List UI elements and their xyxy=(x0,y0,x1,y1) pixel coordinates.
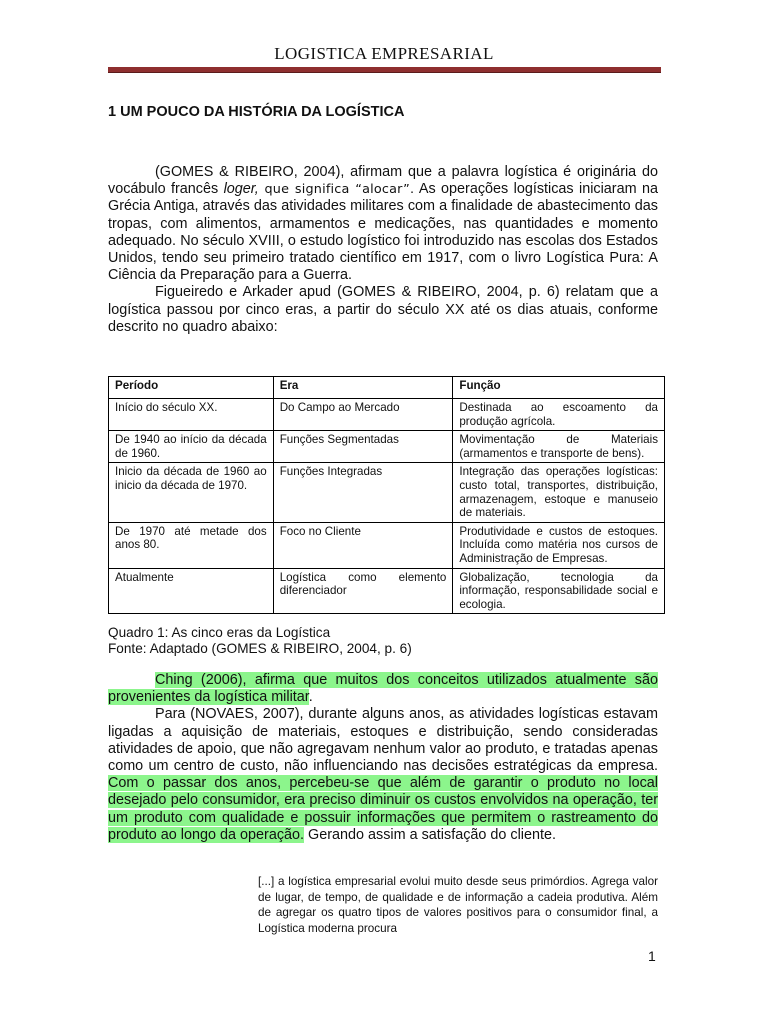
intro-paragraphs xyxy=(108,164,658,336)
caption-source: Fonte: Adaptado (GOMES & RIBEIRO, 2004, p. 6) xyxy=(108,641,412,656)
table-header-row xyxy=(109,377,665,399)
paragraph-4-end: Gerando assim a satisfação do cliente. xyxy=(304,826,557,843)
table-row xyxy=(109,522,665,568)
table-cell: Produtividade e custos de estoques. Incluída como matéria nos cursos de Administração de Empresas. xyxy=(453,522,665,568)
caption-title: Quadro 1: As cinco eras da Logística xyxy=(108,625,331,640)
table-caption xyxy=(108,625,412,657)
table-cell: De 1940 ao início da década de 1960. xyxy=(109,431,274,463)
table-cell: De 1970 até metade dos anos 80. xyxy=(109,522,274,568)
closing-paragraphs xyxy=(108,672,658,844)
table-row xyxy=(109,399,665,431)
table-cell: Destinada ao escoamento da produção agrícola. xyxy=(453,399,665,431)
table-row xyxy=(109,431,665,463)
highlighted-text: Ching (2006), afirma que muitos dos conceitos utilizados atualmente são provenientes da logística militar xyxy=(108,672,658,706)
table-cell: Inicio da década de 1960 ao inicio da década de 1970. xyxy=(109,463,274,522)
paragraph-1-italic: loger, xyxy=(223,181,259,198)
document-header-title: LOGISTICA EMPRESARIAL xyxy=(274,44,494,63)
table-cell: Início do século XX. xyxy=(109,399,274,431)
table-cell: Foco no Cliente xyxy=(273,522,453,568)
table-cell: Integração das operações logísticas: custo total, transportes, distribuição, armazenagem, estoque e manuseio de materiais. xyxy=(453,463,665,522)
paragraph-3 xyxy=(108,672,658,706)
table-row xyxy=(109,463,665,522)
table-cell: Atualmente xyxy=(109,568,274,614)
paragraph-1-text-c: As operações logísticas iniciaram na Grécia Antiga, através das atividades militares com a finalidade de abastecimento das tropas, com alimentos, armamentos e medicações, nas quantidades e momento adequado. No século XVIII, o estudo logístico foi introduzido nas escolas dos Estados Unidos, tendo seu primeiro tratado científico em 1917, com o livro Logística Pura: A Ciência da Preparação para a Guerra. xyxy=(108,181,658,284)
page-number: 1 xyxy=(648,948,656,964)
header-divider xyxy=(108,67,661,73)
table-cell: Logística como elemento diferenciador xyxy=(273,568,453,614)
table-cell: Funções Integradas xyxy=(273,463,453,522)
highlighted-text: Com o passar dos anos, percebeu-se que além de garantir o produto no local desejado pelo consumidor, era preciso diminuir os custos envolvidos na operação, ter um produto com qualidade e possuir informações que permitem o rastreamento do produto ao longo da operação. xyxy=(108,775,658,843)
table-header-cell: Função xyxy=(453,377,665,399)
paragraph-1-text-a: (GOMES & RIBEIRO, 2004), afirmam que a palavra logística é originária do vocábulo francês xyxy=(108,164,658,198)
paragraph-2: Figueiredo e Arkader apud (GOMES & RIBEIRO, 2004, p. 6) relatam que a logística passou por cinco eras, a partir do século XX até os dias atuais, conforme descrito no quadro abaixo: xyxy=(108,284,658,335)
paragraph-4-text: Para (NOVAES, 2007), durante alguns anos, as atividades logísticas estavam ligadas a aquisição de materiais, estoques e distribuição, sendo consideradas atividades de apoio, que não agregavam nenhum valor ao produto, e tratadas apenas como um centro de custo, não influenciando nas decisões estratégicas da empresa. xyxy=(108,706,658,775)
section-heading: 1 UM POUCO DA HISTÓRIA DA LOGÍSTICA xyxy=(108,104,405,120)
table-cell: Funções Segmentadas xyxy=(273,431,453,463)
table-header-cell: Período xyxy=(109,377,274,399)
eras-table xyxy=(108,376,665,614)
paragraph-4 xyxy=(108,706,658,844)
table-cell: Globalização, tecnologia da informação, responsabilidade social e ecologia. xyxy=(453,568,665,614)
paragraph-1-text-b: que significa “alocar”. xyxy=(258,182,415,198)
paragraph-3-end: . xyxy=(308,689,313,706)
table-cell: Do Campo ao Mercado xyxy=(273,399,453,431)
block-quote: [...] a logística empresarial evolui muito desde seus primórdios. Agrega valor de lugar, de tempo, de qualidade e de informação a cadeia produtiva. Além de agregar os quatro tipos de valores positivos para o consumidor final, a Logística moderna procura xyxy=(258,875,658,936)
table-row xyxy=(109,568,665,614)
table-cell: Movimentação de Materiais (armamentos e transporte de bens). xyxy=(453,431,665,463)
paragraph-1 xyxy=(108,164,658,284)
table-header-cell: Era xyxy=(273,377,453,399)
